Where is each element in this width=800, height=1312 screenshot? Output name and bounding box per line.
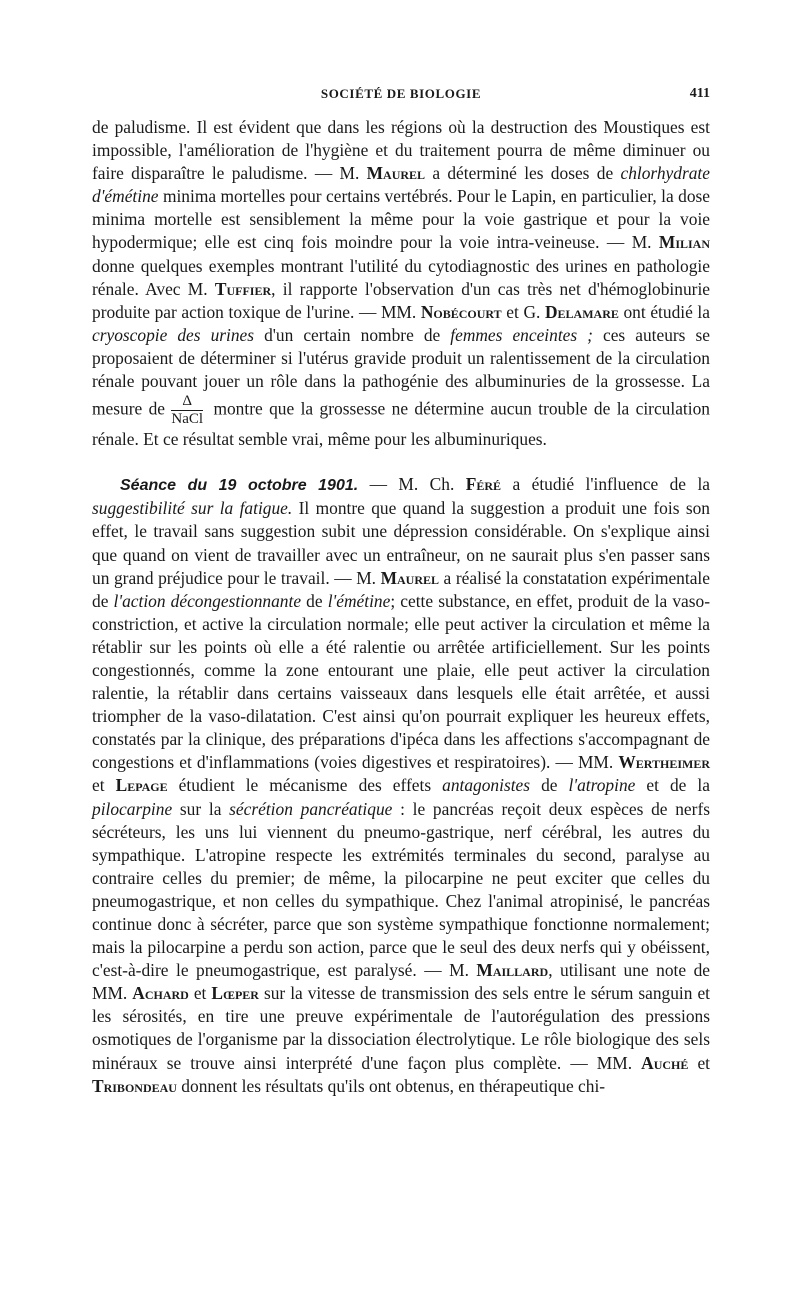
text-run: a déterminé les doses de xyxy=(425,163,621,184)
text-run: et xyxy=(92,775,116,796)
page-number: 411 xyxy=(689,86,710,101)
text-run: et de la xyxy=(635,775,710,796)
author-name: Maurel xyxy=(380,567,439,588)
fraction-numerator: Δ xyxy=(171,393,203,411)
paragraph-seance xyxy=(92,473,710,1098)
text-run: d'un certain nombre de xyxy=(254,324,451,345)
italic-term: chlorhydrate d'émétine xyxy=(92,163,710,207)
author-name: Achard xyxy=(132,983,189,1004)
session-heading: Séance du 19 octobre 1901. xyxy=(120,477,359,495)
text-run: de xyxy=(530,775,569,796)
text-run: de paludisme. Il est évident que dans les régions où la destruction des Moustiques est impossible, l'amélioration de l'hygiène et du traitement pourra de même diminuer ou faire disparaître le paludisme. — M. xyxy=(92,117,710,184)
text-run: étudient le mécanisme des effets xyxy=(167,775,443,796)
italic-term: l'atropine xyxy=(568,775,636,796)
author-name: Maurel xyxy=(366,163,426,184)
text-run: montre que la grossesse ne détermine aucun trouble de la circulation rénale. Et ce résultat semble vrai, même pour les albuminuriques. xyxy=(92,398,710,450)
author-name: Tuffier xyxy=(214,278,272,299)
italic-term: cryoscopie des urines xyxy=(92,324,255,345)
text-run: minima mortelles pour certains vertébrés. Pour le Lapin, en particulier, la dose minima mortelle est sensiblement la même pour la voie gastrique et pour la voie hypodermique; elle est cinq fois moindre pour la voie intra-veineuse. — M. xyxy=(92,186,710,253)
italic-term: l'émétine xyxy=(327,590,391,611)
author-name: Nobécourt xyxy=(420,301,502,322)
italic-term: suggestibilité sur la fatigue. xyxy=(92,498,293,519)
italic-term: l'action décongestionnante xyxy=(113,590,302,611)
text-run: , utilisant une note de MM. xyxy=(92,960,710,1004)
paragraph-paludisme xyxy=(92,116,710,451)
text-run: a étudié l'influence de la xyxy=(501,474,710,495)
author-name: Féré xyxy=(465,474,502,495)
page-header xyxy=(92,86,710,108)
text-run: sur la xyxy=(172,798,230,819)
italic-term: sécrétion pancréatique xyxy=(229,798,393,819)
text-run: et xyxy=(688,1052,710,1073)
text-run: , il rapporte l'observation d'un cas très net d'hémoglobinurie produite par action toxique de l'urine. — MM. xyxy=(92,278,710,322)
body-text xyxy=(92,116,710,1098)
text-run: et G. xyxy=(501,301,545,322)
fraction-denominator: NaCl xyxy=(171,411,204,428)
running-title: SOCIÉTÉ DE BIOLOGIE xyxy=(320,86,482,101)
delta-nacl-fraction xyxy=(171,393,203,428)
text-run: — M. Ch. xyxy=(358,474,466,495)
italic-term: antagonistes xyxy=(442,775,531,796)
author-name: Milian xyxy=(658,232,710,253)
author-name: Wertheimer xyxy=(618,752,710,773)
text-run: ; cette substance, en effet, produit de la vaso-constriction, et active la circulation normale; elle peut activer la circulation et même la rétablir sur les points où elle a été ralentie ou arrêtée artificiellement. Sur les points congestionnés, comme la zone entourant une plaie, elle peut activer la circulation ralentie, la rétablir dans certains vaisseaux dans lesquels elle était arrêtée, et aussi triompher de la vaso-dilatation. C'est ainsi qu'on pourrait expliquer les heureux effets, constatés par la clinique, des préparations d'ipéca dans les affections s'accompagnant de congestions et d'inflammations (voies digestives et respiratoires). — MM. xyxy=(92,590,710,773)
text-run: a réalisé la constatation expérimentale de xyxy=(92,567,710,611)
italic-term: pilocarpine xyxy=(92,798,173,819)
author-name: Lœper xyxy=(211,983,259,1004)
text-run: Il montre que quand la suggestion a produit une fois son effet, le travail sans suggestion subit une dépression considérable. On s'explique ainsi que quand on vient de travailler avec un entraîneur, on ne saurait plus s'en passer sans un grand préjudice pour le travail. — M. xyxy=(92,498,710,588)
text-run: de xyxy=(301,590,328,611)
text-run: et xyxy=(188,983,212,1004)
author-name: Delamare xyxy=(544,301,619,322)
author-name: Maillard xyxy=(476,960,549,981)
text-run: ces auteurs se proposaient de déterminer si l'utérus gravide produit un ralentissement de la circulation rénale pouvant jouer un rôle dans la pathogénie des albuminuries de la grossesse. La mesure de xyxy=(92,324,710,419)
italic-term: femmes enceintes ; xyxy=(450,324,593,345)
text-run: ont étudié la xyxy=(618,301,710,322)
author-name: Tribondeau xyxy=(92,1075,177,1096)
text-run: donne quelques exemples montrant l'utilité du cytodiagnostic des urines en pathologie rénale. Avec M. xyxy=(92,255,710,299)
author-name: Auché xyxy=(641,1052,689,1073)
text-run: : le pancréas reçoit deux espèces de nerfs sécréteurs, les uns lui viennent du pneumo-gastrique, nerf cérébral, les autres du sympathique. L'atropine respecte les extrémités terminales du second, paralyse au contraire celles du premier; de même, la pilocarpine ne peut exciter que celles du pneumogastrique, et non celles du sympathique. Chez l'animal atropinisé, le pancréas continue donc à sécréter, parce que son système sympathique fonctionne normalement; mais la pilocarpine a perdu son action, parce que le seul des deux nerfs qui y obéissent, c'est-à-dire le pneumogastrique, est paralysé. — M. xyxy=(92,798,711,981)
author-name: Lepage xyxy=(115,775,168,796)
text-run: donnent les résultats qu'ils ont obtenus, en thérapeutique chi- xyxy=(176,1075,606,1096)
text-run: sur la vitesse de transmission des sels entre le sérum sanguin et les sérosités, en tire une preuve expérimentale de l'autorégulation des pressions osmotiques de l'organisme par la dissociation électrolytique. Le rôle biologique des sels minéraux se trouve ainsi interprété d'une façon plus complète. — MM. xyxy=(92,983,710,1073)
